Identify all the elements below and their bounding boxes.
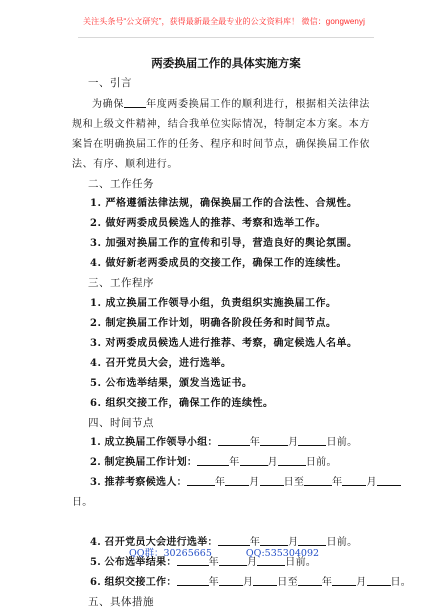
timeline-label: 成立换届工作领导小组：	[104, 437, 218, 448]
timeline-label: 制定换届工作计划：	[104, 457, 198, 468]
task-number: 4.	[90, 258, 102, 269]
timeline-label: 召开党员大会进行选举：	[104, 537, 218, 548]
date-blank	[298, 434, 326, 446]
spacer	[72, 513, 370, 533]
intro-text-rest: 年度两委换届工作的顺利进行，根据相关法律法规和上级文件精神，结合我单位实际情况，特制定本方案。本方案旨在明确换届工作的任务、程序和时间节点，确保换届工作依法、有序、顺利进行。	[72, 98, 370, 170]
procedure-text: 对两委成员候选人进行推荐、考察，确定候选人名单。	[105, 337, 358, 349]
header-divider	[78, 37, 374, 38]
date-blank	[304, 474, 332, 486]
day-unit: 日。	[390, 577, 412, 588]
section-heading-intro: 一、引言	[88, 77, 132, 89]
timeline-number: 1.	[90, 437, 102, 448]
year-unit: 年	[214, 477, 226, 488]
section-heading-procedure: 三、工作程序	[88, 277, 154, 289]
month-unit: 月	[249, 477, 260, 488]
year-unit: 年	[229, 457, 240, 468]
timeline-number: 6.	[90, 577, 102, 588]
year-unit: 年	[208, 557, 219, 568]
timeline-number: 4.	[90, 537, 102, 548]
date-blank	[342, 474, 366, 486]
procedure-item	[72, 314, 370, 334]
task-number: 3.	[90, 238, 102, 249]
date-blank	[260, 474, 284, 486]
date-blank	[278, 454, 306, 466]
task-text: 做好两委成员候选人的推荐、考察和选举工作。	[105, 218, 326, 229]
procedure-item	[72, 394, 370, 414]
timeline-number: 3.	[90, 477, 102, 488]
year-unit: 年	[321, 577, 333, 588]
date-blank	[377, 474, 401, 486]
intro-paragraph	[72, 95, 370, 175]
month-unit: 月	[356, 577, 367, 588]
timeline-label: 公布选举结果：	[104, 557, 177, 568]
day-unit: 日前。	[326, 437, 358, 448]
year-unit: 年	[249, 437, 261, 448]
date-blank	[367, 574, 391, 586]
date-blank	[253, 574, 277, 586]
procedure-number: 1.	[90, 297, 102, 309]
month-unit: 月	[267, 457, 278, 468]
procedure-number: 4.	[90, 357, 102, 369]
task-item	[72, 254, 370, 274]
month-unit: 月	[246, 557, 258, 568]
document-title: 两委换届工作的具体实施方案	[151, 56, 301, 70]
qq-number: QQ:535304092	[245, 548, 320, 559]
day-unit: 日前。	[305, 457, 337, 468]
month-unit: 月	[242, 577, 254, 588]
procedure-item	[72, 374, 370, 394]
day-unit: 日前。	[326, 537, 358, 548]
procedure-text: 制定换届工作计划，明确各阶段任务和时间节点。	[105, 317, 337, 329]
procedure-number: 3.	[90, 337, 102, 349]
year-unit: 年	[332, 477, 343, 488]
section-heading-measures: 五、具体措施	[88, 596, 154, 608]
month-unit: 月	[288, 537, 299, 548]
header-banner: 关注头条号“公文研究”，获得最新最全最专业的公文资料库！ 微信：gongwenyj	[83, 17, 365, 26]
month-unit: 月	[366, 477, 377, 488]
task-text: 加强对换届工作的宣传和引导，营造良好的舆论氛围。	[105, 238, 358, 249]
timeline-item	[72, 573, 412, 593]
intro-text-start: 为确保	[92, 98, 124, 110]
timeline-item	[72, 453, 370, 473]
timeline-wrap-line: 日。	[72, 497, 93, 508]
section-heading-timeline: 四、时间节点	[88, 416, 154, 429]
procedure-item	[72, 354, 370, 374]
date-blank	[218, 434, 250, 446]
day-unit: 日至	[283, 477, 305, 488]
footer-contact	[0, 545, 448, 559]
document-body	[72, 52, 412, 613]
task-item	[72, 234, 370, 254]
timeline-item	[72, 473, 377, 493]
date-blank	[219, 574, 243, 586]
task-number: 2.	[90, 218, 102, 229]
task-number: 1.	[90, 198, 102, 209]
task-text: 严格遵循法律法规，确保换届工作的合法性、合规性。	[105, 198, 358, 209]
timeline-number: 2.	[90, 457, 102, 468]
task-item	[72, 194, 370, 214]
task-text: 做好新老两委成员的交接工作，确保工作的连续性。	[105, 258, 347, 269]
year-unit: 年	[249, 537, 261, 548]
procedure-number: 6.	[90, 397, 102, 409]
qq-group: QQ群：30265665	[128, 548, 212, 559]
procedure-number: 5.	[90, 377, 102, 389]
year-unit: 年	[208, 577, 219, 588]
procedure-text: 公布选举结果，颁发当选证书。	[105, 377, 253, 389]
timeline-label: 组织交接工作：	[104, 577, 177, 588]
procedure-number: 2.	[90, 317, 102, 329]
date-blank	[197, 454, 229, 466]
date-blank	[332, 574, 356, 586]
timeline-item	[72, 433, 370, 453]
procedure-text: 组织交接工作，确保工作的连续性。	[105, 397, 274, 409]
procedure-text: 成立换届工作领导小组，负责组织实施换届工作。	[105, 297, 337, 309]
timeline-number: 5.	[90, 557, 102, 568]
date-blank	[240, 454, 268, 466]
date-blank	[298, 574, 322, 586]
timeline-label: 推荐考察候选人：	[104, 477, 187, 488]
day-unit: 日至	[277, 577, 298, 588]
section-heading-tasks: 二、工作任务	[88, 177, 154, 190]
task-item	[72, 214, 370, 234]
procedure-item	[72, 334, 370, 354]
date-blank	[225, 474, 249, 486]
month-unit: 月	[288, 437, 299, 448]
date-blank	[177, 574, 209, 586]
day-unit: 日前。	[285, 557, 317, 568]
date-blank	[260, 434, 288, 446]
procedure-text: 召开党员大会，进行选举。	[105, 357, 232, 369]
year-blank	[124, 97, 146, 108]
procedure-item	[72, 294, 370, 314]
date-blank	[187, 474, 215, 486]
